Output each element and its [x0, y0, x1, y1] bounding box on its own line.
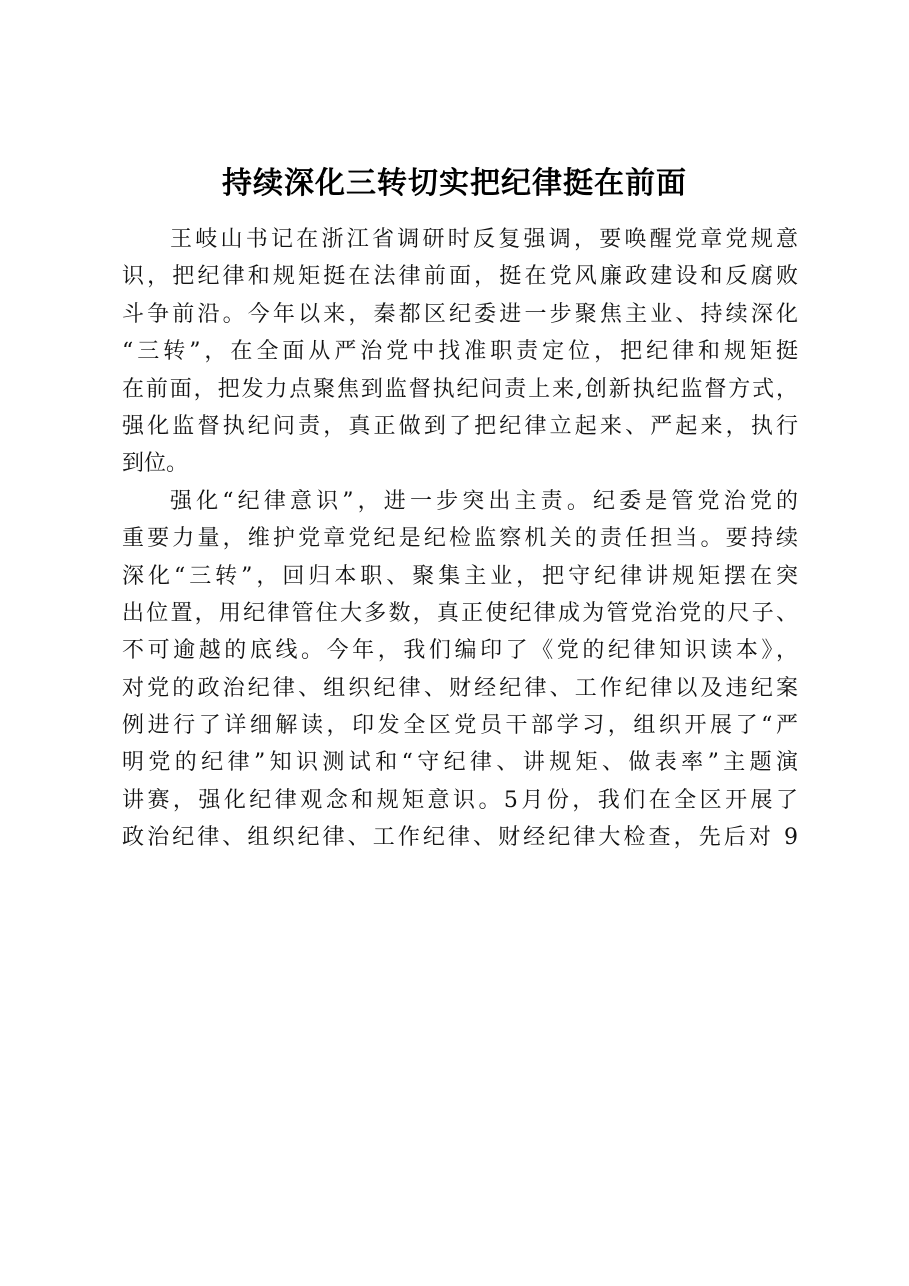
document-title: 持续深化三转切实把纪律挺在前面: [222, 166, 687, 201]
paragraph-line: 不可逾越的底线。今年，我们编印了《党的纪律知识读本》，: [122, 638, 798, 664]
paragraph-line: “三转”，在全面从严治党中找准职责定位，把纪律和规矩挺: [122, 339, 798, 365]
paragraph-line: 讲赛，强化纪律观念和规矩意识。5月份，我们在全区开展了: [122, 787, 798, 813]
paragraph-line: 王岐山书记在浙江省调研时反复强调，要唤醒党章党规意: [170, 227, 798, 252]
paragraph-line: 强化“纪律意识”，进一步突出主责。纪委是管党治党的: [170, 488, 798, 514]
paragraph-line: 例进行了详细解读，印发全区党员干部学习，组织开展了“严: [122, 713, 798, 739]
paragraph-line: 对党的政治纪律、组织纪律、财经纪律、工作纪律以及违纪案: [122, 675, 798, 701]
paragraph-line: 出位置，用纪律管住大多数，真正使纪律成为管党治党的尺子、: [122, 600, 798, 626]
paragraph-line: 识，把纪律和规矩挺在法律前面，挺在党风廉政建设和反腐败: [122, 264, 798, 290]
paragraph-line: 强化监督执纪问责，真正做到了把纪律立起来、严起来，执行: [122, 413, 798, 439]
paragraph-line: 在前面，把发力点聚焦到监督执纪问责上来,创新执纪监督方式，: [122, 376, 798, 402]
document-body: [122, 221, 798, 857]
paragraph-line: 重要力量，维护党章党纪是纪检监察机关的责任担当。要持续: [122, 526, 798, 552]
paragraph-2: [122, 483, 798, 857]
paragraph-line: 斗争前沿。今年以来，秦都区纪委进一步聚焦主业、持续深化: [122, 301, 798, 327]
paragraph-line: 政治纪律、组织纪律、工作纪律、财经纪律大检查，先后对 9: [122, 825, 798, 851]
paragraph-line: 到位。: [122, 451, 189, 477]
paragraph-line: 明党的纪律”知识测试和“守纪律、讲规矩、做表率”主题演: [122, 750, 798, 776]
paragraph-1: [122, 221, 798, 483]
paragraph-line: 深化“三转”，回归本职、聚集主业，把守纪律讲规矩摆在突: [122, 563, 798, 589]
